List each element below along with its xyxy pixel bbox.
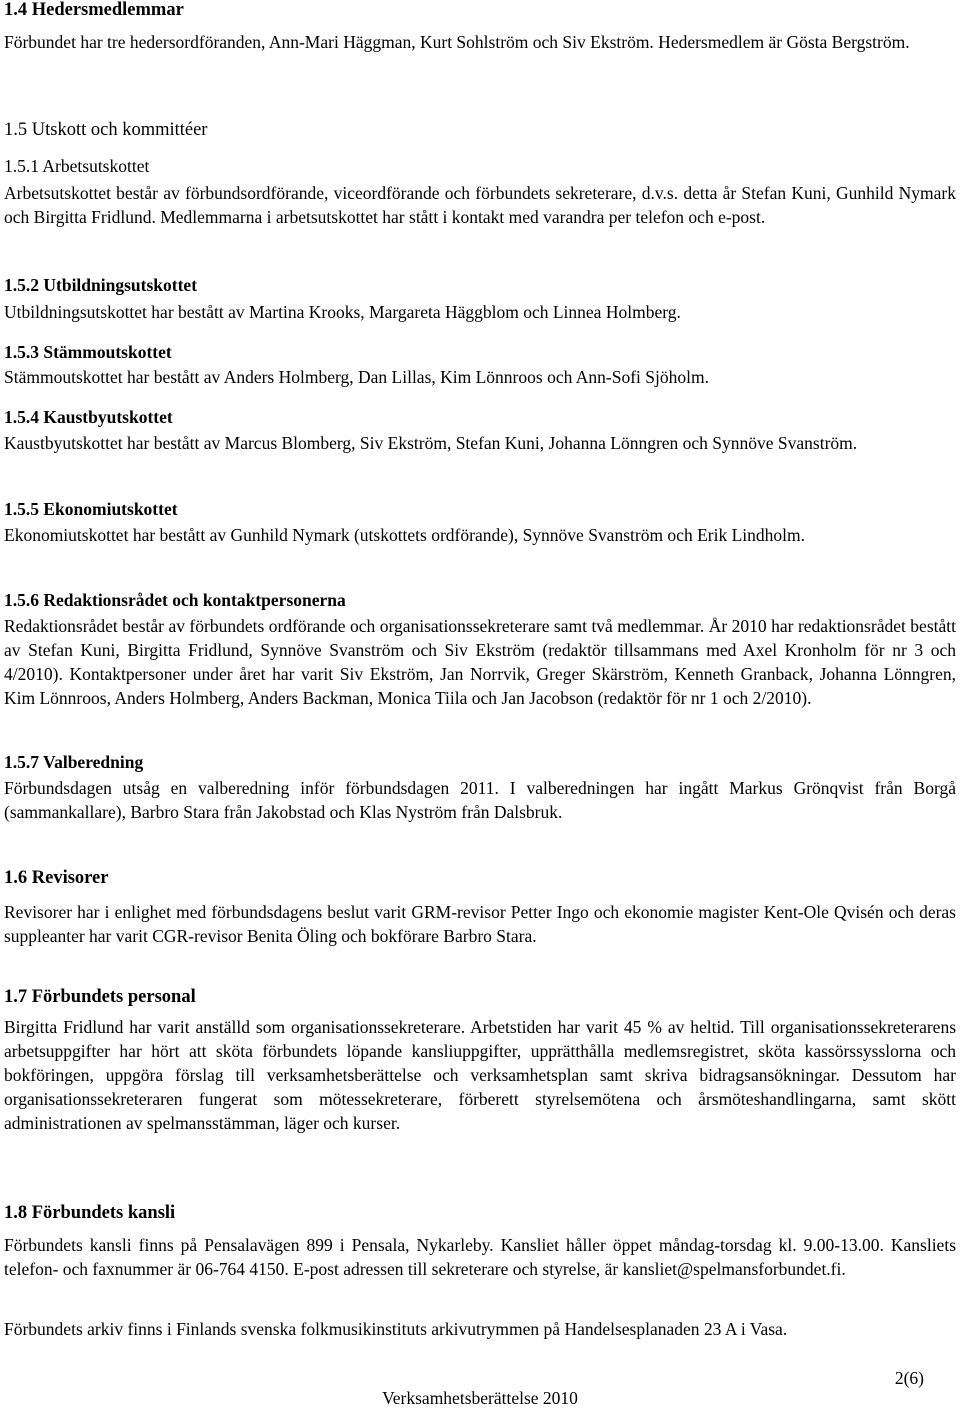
paragraph-hedersmedlemmar: Förbundet har tre hedersordföranden, Ann-Mari Häggman, Kurt Sohlström och Siv Ekström. Hedersmedlem är Gösta Bergström.	[4, 32, 910, 52]
paragraph-personal: Birgitta Fridlund har varit anställd som organisationssekreterare. Arbetstiden har varit 45 % av heltid. Till organisationssekreterarens arbetsuppgifter har hört att sköta förbundets löpande kansliuppgifter, upprätthålla medlemsregistret, sköta kassörssysslorna och bokföringen, uppgöra förslag till verksamhetsberättelse och verksamhetsplan samt skriva bidragsansökningar. Dessutom har organisationssekreteraren fungerat som mötessekreterare, förberett styrelsemötena och årsmöteshandlingarna, samt skött administrationen av spelmansstämman, läger och kurser.	[4, 1017, 956, 1133]
paragraph-ekonomiutskottet: Ekonomiutskottet har bestått av Gunhild Nymark (utskottets ordförande), Synnöve Svanström och Erik Lindholm.	[4, 525, 805, 545]
subsection-heading-kaustbyutskottet: 1.5.4 Kaustbyutskottet	[4, 407, 173, 427]
section-heading-kansli: 1.8 Förbundets kansli	[4, 1203, 176, 1223]
paragraph-redaktionsradet: Redaktionsrådet består av förbundets ordförande och organisationssekreterare samt två medlemmar. År 2010 har redaktionsrådet bestått av Stefan Kuni, Birgitta Fridlund, Synnöve Svanström och Siv Ekström (redaktör tillsammans med Axel Kronholm för nr 3 och 4/2010). Kontaktpersoner under året har varit Siv Ekström, Jan Norrvik, Greger Skärström, Kenneth Granback, Johanna Lönngren, Kim Lönnroos, Anders Holmberg, Anders Backman, Monica Tiila och Jan Jacobson (redaktör för nr 1 och 2/2010).	[4, 616, 956, 708]
subsection-heading-redaktionsradet: 1.5.6 Redaktionsrådet och kontaktpersonerna	[4, 590, 346, 610]
paragraph-kansli: Förbundets kansli finns på Pensalavägen 899 i Pensala, Nykarleby. Kansliet håller öppet måndag-torsdag kl. 9.00-13.00. Kansliets telefon- och faxnummer är 06-764 4150. E-post adressen till sekreterare och styrelse, är kansliet@spelmansforbundet.fi.	[4, 1235, 956, 1279]
section-heading-hedersmedlemmar: 1.4 Hedersmedlemmar	[4, 0, 184, 20]
subsection-heading-ekonomiutskottet: 1.5.5 Ekonomiutskottet	[4, 499, 178, 519]
paragraph-stammoutskottet: Stämmoutskottet har bestått av Anders Holmberg, Dan Lillas, Kim Lönnroos och Ann-Sofi Sjöholm.	[4, 367, 709, 387]
paragraph-arkiv: Förbundets arkiv finns i Finlands svenska folkmusikinstituts arkivutrymmen på Handelsesplanaden 23 A i Vasa.	[4, 1319, 788, 1339]
section-heading-personal: 1.7 Förbundets personal	[4, 987, 196, 1007]
paragraph-arbetsutskottet: Arbetsutskottet består av förbundsordförande, viceordförande och förbundets sekreterare, d.v.s. detta år Stefan Kuni, Gunhild Nymark och Birgitta Fridlund. Medlemmarna i arbetsutskottet har stått i kontakt med varandra per telefon och e-post.	[4, 183, 956, 227]
section-heading-revisorer: 1.6 Revisorer	[4, 868, 109, 888]
paragraph-kaustbyutskottet: Kaustbyutskottet har bestått av Marcus Blomberg, Siv Ekström, Stefan Kuni, Johanna Lönngren och Synnöve Svanström.	[4, 433, 858, 453]
subsection-heading-utbildningsutskottet: 1.5.2 Utbildningsutskottet	[4, 275, 198, 295]
section-heading-utskott: 1.5 Utskott och kommittéer	[4, 120, 208, 140]
subsection-heading-valberedning: 1.5.7 Valberedning	[4, 752, 144, 772]
page-number: 2(6)	[894, 1368, 924, 1388]
subsection-heading-arbetsutskottet: 1.5.1 Arbetsutskottet	[4, 156, 150, 176]
subsection-heading-stammoutskottet: 1.5.3 Stämmoutskottet	[4, 342, 172, 362]
footer-title: Verksamhetsberättelse 2010	[382, 1388, 578, 1408]
paragraph-revisorer: Revisorer har i enlighet med förbundsdagens beslut varit GRM-revisor Petter Ingo och ekonomie magister Kent-Ole Qvisén och deras suppleanter har varit CGR-revisor Benita Öling och bokförare Barbro Stara.	[4, 902, 956, 946]
paragraph-utbildningsutskottet: Utbildningsutskottet har bestått av Martina Krooks, Margareta Häggblom och Linnea Holmberg.	[4, 302, 681, 322]
paragraph-valberedning: Förbundsdagen utsåg en valberedning inför förbundsdagen 2011. I valberedningen har ingått Markus Grönqvist från Borgå (sammankallare), Barbro Stara från Jakobstad och Klas Nyström från Dalsbruk.	[4, 778, 956, 822]
